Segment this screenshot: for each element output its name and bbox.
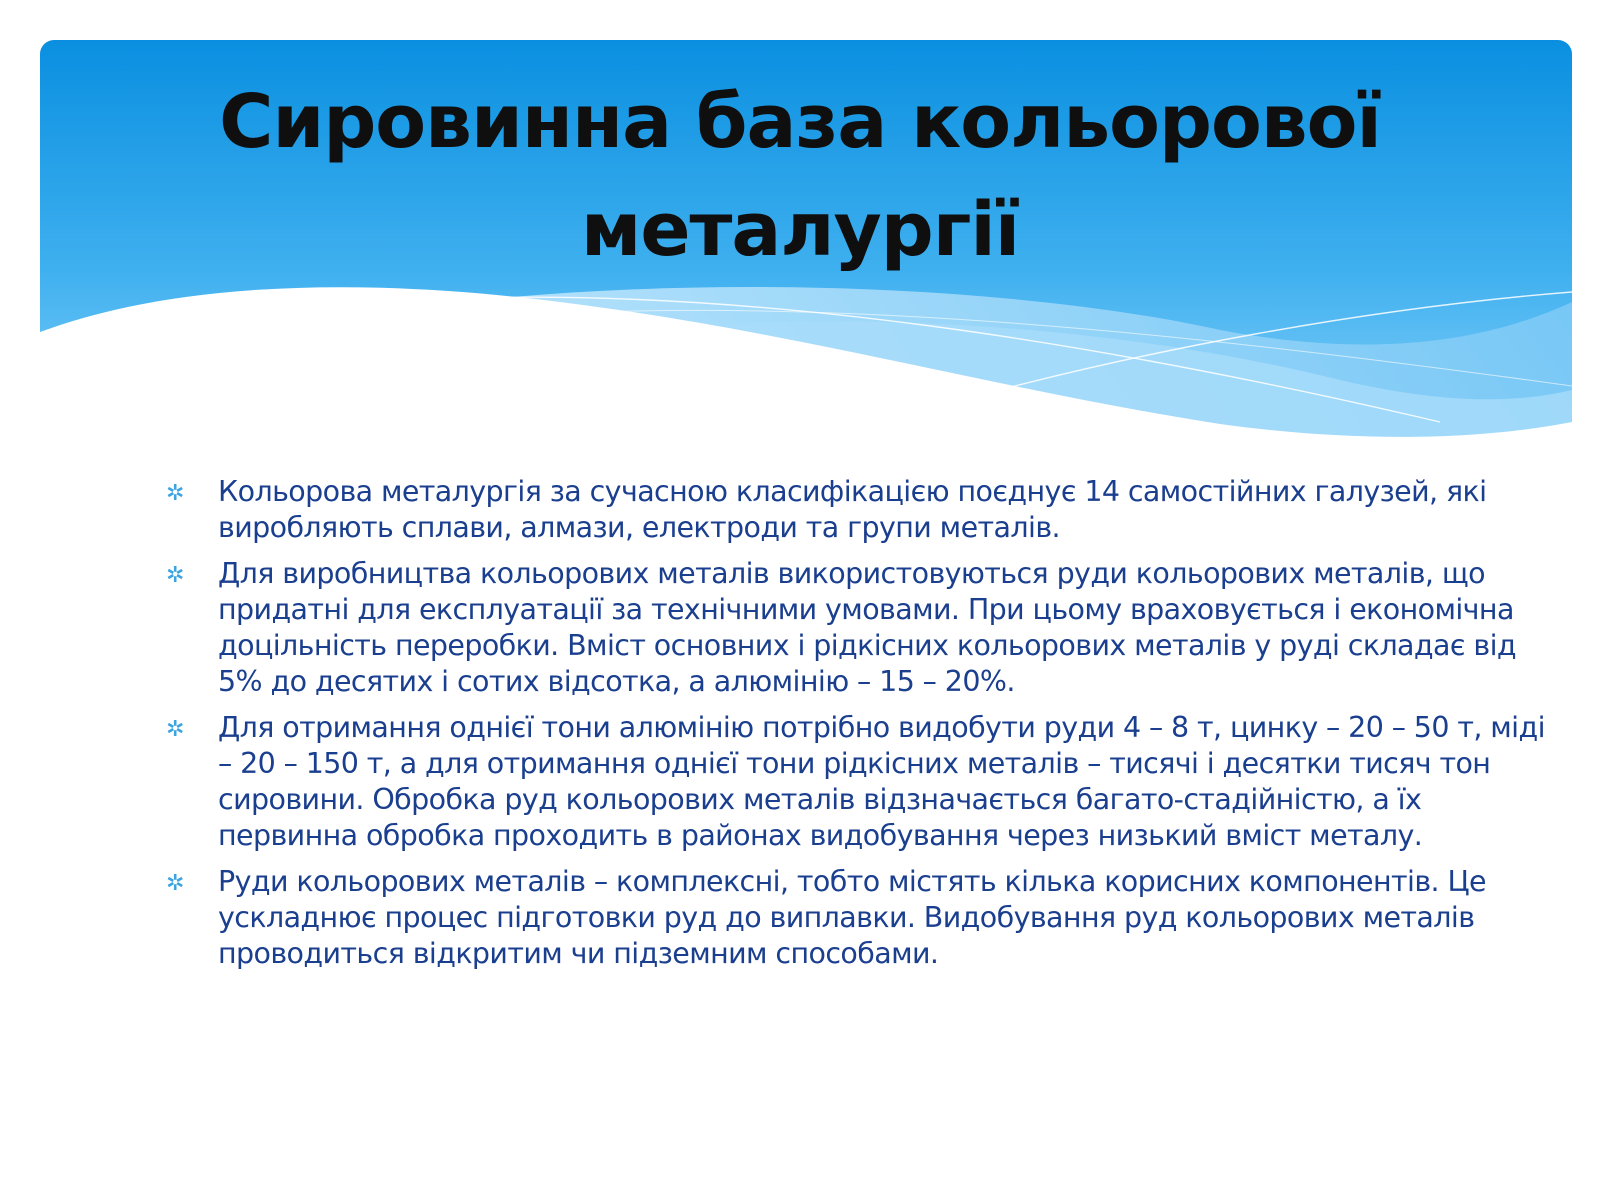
- asterisk-bullet-icon: ✲: [166, 871, 185, 896]
- bullet-item: [166, 556, 1546, 700]
- bullet-text: Руди кольорових металів – комплексні, тобто містять кілька корисних компонентів. Це ускладнює процес підготовки руд до виплавки. Видобування руд кольорових металів проводиться відкритим чи підземним способами.: [218, 865, 1486, 970]
- bullet-text: Для отримання однієї тони алюмінію потрібно видобути руди 4 – 8 т, цинку – 20 – 50 т, міді – 20 – 150 т, а для отримання однієї тони рідкісних металів – тисячі і десятки тисяч тон сировини. Обробка руд кольорових металів відзначається багато-стадійністю, а їх первинна обробка проходить в районах видобування через низький вміст металу.: [218, 711, 1545, 852]
- bullet-item: [166, 864, 1546, 972]
- slide-title: Сировинна база кольорової металургії: [219, 79, 1381, 273]
- slide-body: [166, 474, 1546, 982]
- bullet-item: [166, 710, 1546, 854]
- asterisk-bullet-icon: ✲: [166, 717, 185, 742]
- bullet-text: Кольорова металургія за сучасною класифікацією поєднує 14 самостійних галузей, які виробляють сплави, алмази, електроди та групи металів.: [218, 475, 1487, 544]
- bullet-text: Для виробництва кольорових металів використовуються руди кольорових металів, що придатні для експлуатації за технічними умовами. При цьому враховується і економічна доцільність переробки. Вміст основних і рідкісних кольорових металів у руді складає від 5% до десятих і сотих відсотка, а алюмінію – 15 – 20%.: [218, 557, 1517, 698]
- asterisk-bullet-icon: ✲: [166, 563, 185, 588]
- bullet-item: [166, 474, 1546, 546]
- asterisk-bullet-icon: ✲: [166, 481, 185, 506]
- bullet-list: [166, 474, 1546, 972]
